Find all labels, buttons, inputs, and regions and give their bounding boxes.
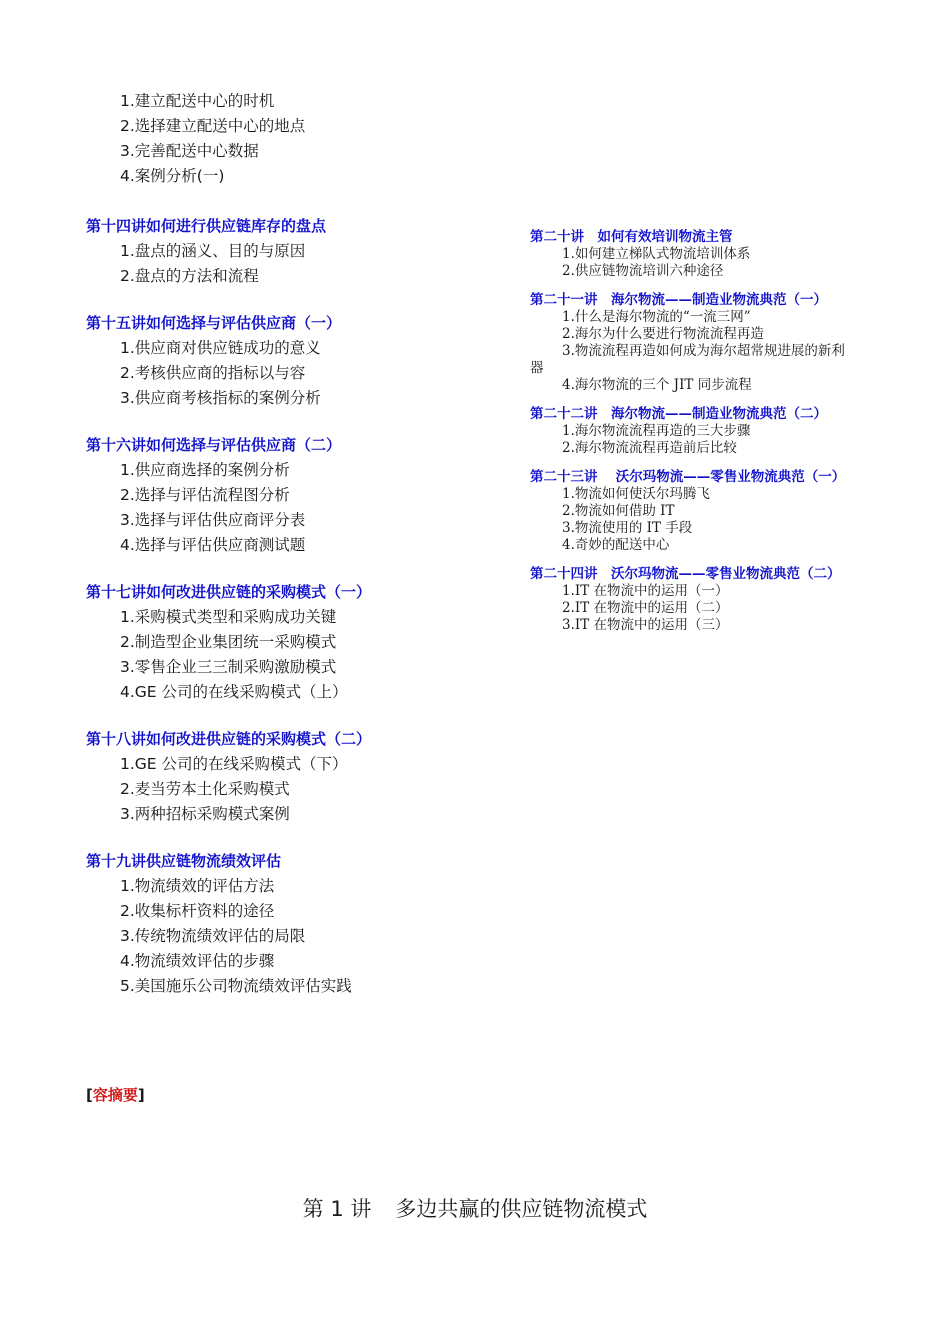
toc-item: 4.案例分析(一) <box>120 167 225 185</box>
toc-item: 4.奇妙的配送中心 <box>562 537 670 553</box>
toc-item: 3.完善配送中心数据 <box>120 142 259 160</box>
toc-item: 1.如何建立梯队式物流培训体系 <box>562 246 751 262</box>
summary-text: 容摘要 <box>92 1086 138 1104</box>
toc-section <box>86 311 506 411</box>
toc-item: 1.海尔物流流程再造的三大步骤 <box>562 423 751 439</box>
toc-item: 1.IT 在物流中的运用（一） <box>562 583 729 599</box>
toc-section <box>86 849 506 999</box>
toc-item: 2.供应链物流培训六种途径 <box>562 263 724 279</box>
toc-item: 2.制造型企业集团统一采购模式 <box>120 633 337 651</box>
toc-item: 3.IT 在物流中的运用（三） <box>562 617 729 633</box>
toc-item: 3.选择与评估供应商评分表 <box>120 511 306 529</box>
section-title: 第十六讲如何选择与评估供应商（二） <box>86 436 342 454</box>
toc-section <box>530 406 850 457</box>
toc-item: 1.物流如何使沃尔玛腾飞 <box>562 486 710 502</box>
section-title: 第二十讲 如何有效培训物流主管 <box>530 229 733 245</box>
section-title: 第十八讲如何改进供应链的采购模式（二） <box>86 730 372 748</box>
toc-section <box>86 433 506 558</box>
section-title: 第十九讲供应链物流绩效评估 <box>86 852 282 870</box>
summary-bracket-open: [ <box>86 1086 93 1104</box>
toc-item: 1.什么是海尔物流的“一流三网” <box>562 309 751 325</box>
toc-item: 3.零售企业三三制采购激励模式 <box>120 658 337 676</box>
section-title: 第二十四讲 沃尔玛物流——零售业物流典范（二） <box>530 566 841 582</box>
toc-item: 1.建立配送中心的时机 <box>120 92 275 110</box>
section-title: 第二十三讲 沃尔玛物流——零售业物流典范（一） <box>530 469 846 485</box>
toc-item: 1.盘点的涵义、目的与原因 <box>120 242 306 260</box>
section-title: 第二十一讲 海尔物流——制造业物流典范（一） <box>530 292 827 308</box>
lecture-number: 第 1 讲 <box>302 1197 372 1221</box>
toc-section <box>530 469 850 554</box>
toc-item: 3.物流流程再造如何成为海尔超常规进展的新利器 <box>530 343 845 376</box>
toc-item: 2.选择建立配送中心的地点 <box>120 117 306 135</box>
toc-section <box>86 214 506 289</box>
toc-item: 2.收集标杆资料的途径 <box>120 902 275 920</box>
toc-item: 1.物流绩效的评估方法 <box>120 877 275 895</box>
left-column <box>86 89 506 1021</box>
toc-item: 3.供应商考核指标的案例分析 <box>120 389 321 407</box>
toc-item: 3.物流使用的 IT 手段 <box>562 520 693 536</box>
section-title: 第十七讲如何改进供应链的采购模式（一） <box>86 583 372 601</box>
toc-item: 1.供应商对供应链成功的意义 <box>120 339 321 357</box>
toc-item: 4.海尔物流的三个 JIT 同步流程 <box>562 377 752 393</box>
toc-item: 1.供应商选择的案例分析 <box>120 461 290 479</box>
summary-bracket-close: ] <box>137 1086 145 1104</box>
toc-item: 4.GE 公司的在线采购模式（上） <box>120 683 348 701</box>
toc-item: 2.海尔为什么要进行物流流程再造 <box>562 326 764 342</box>
toc-item: 2.物流如何借助 IT <box>562 503 675 519</box>
toc-section <box>530 566 850 634</box>
toc-item: 2.海尔物流流程再造前后比较 <box>562 440 737 456</box>
toc-item: 1.采购模式类型和采购成功关键 <box>120 608 337 626</box>
section-title: 第二十二讲 海尔物流——制造业物流典范（二） <box>530 406 827 422</box>
summary-label <box>86 1084 145 1106</box>
toc-item: 3.传统物流绩效评估的局限 <box>120 927 306 945</box>
section-title: 第十四讲如何进行供应链库存的盘点 <box>86 217 327 235</box>
toc-section <box>86 89 506 189</box>
toc-section <box>86 580 506 705</box>
toc-item: 4.物流绩效评估的步骤 <box>120 952 275 970</box>
lecture-title: 多边共赢的供应链物流模式 <box>395 1197 648 1221</box>
toc-item: 2.选择与评估流程图分析 <box>120 486 290 504</box>
toc-item: 5.美国施乐公司物流绩效评估实践 <box>120 977 352 995</box>
toc-section <box>530 229 850 280</box>
lecture-heading <box>0 1194 950 1224</box>
toc-section <box>86 727 506 827</box>
toc-item: 4.选择与评估供应商测试题 <box>120 536 306 554</box>
toc-item: 2.麦当劳本土化采购模式 <box>120 780 290 798</box>
toc-item: 2.IT 在物流中的运用（二） <box>562 600 729 616</box>
section-title: 第十五讲如何选择与评估供应商（一） <box>86 314 342 332</box>
toc-item: 3.两种招标采购模式案例 <box>120 805 290 823</box>
right-column <box>530 229 850 646</box>
toc-section <box>530 292 850 394</box>
toc-item: 2.考核供应商的指标以与容 <box>120 364 306 382</box>
toc-item: 1.GE 公司的在线采购模式（下） <box>120 755 348 773</box>
toc-item: 2.盘点的方法和流程 <box>120 267 259 285</box>
